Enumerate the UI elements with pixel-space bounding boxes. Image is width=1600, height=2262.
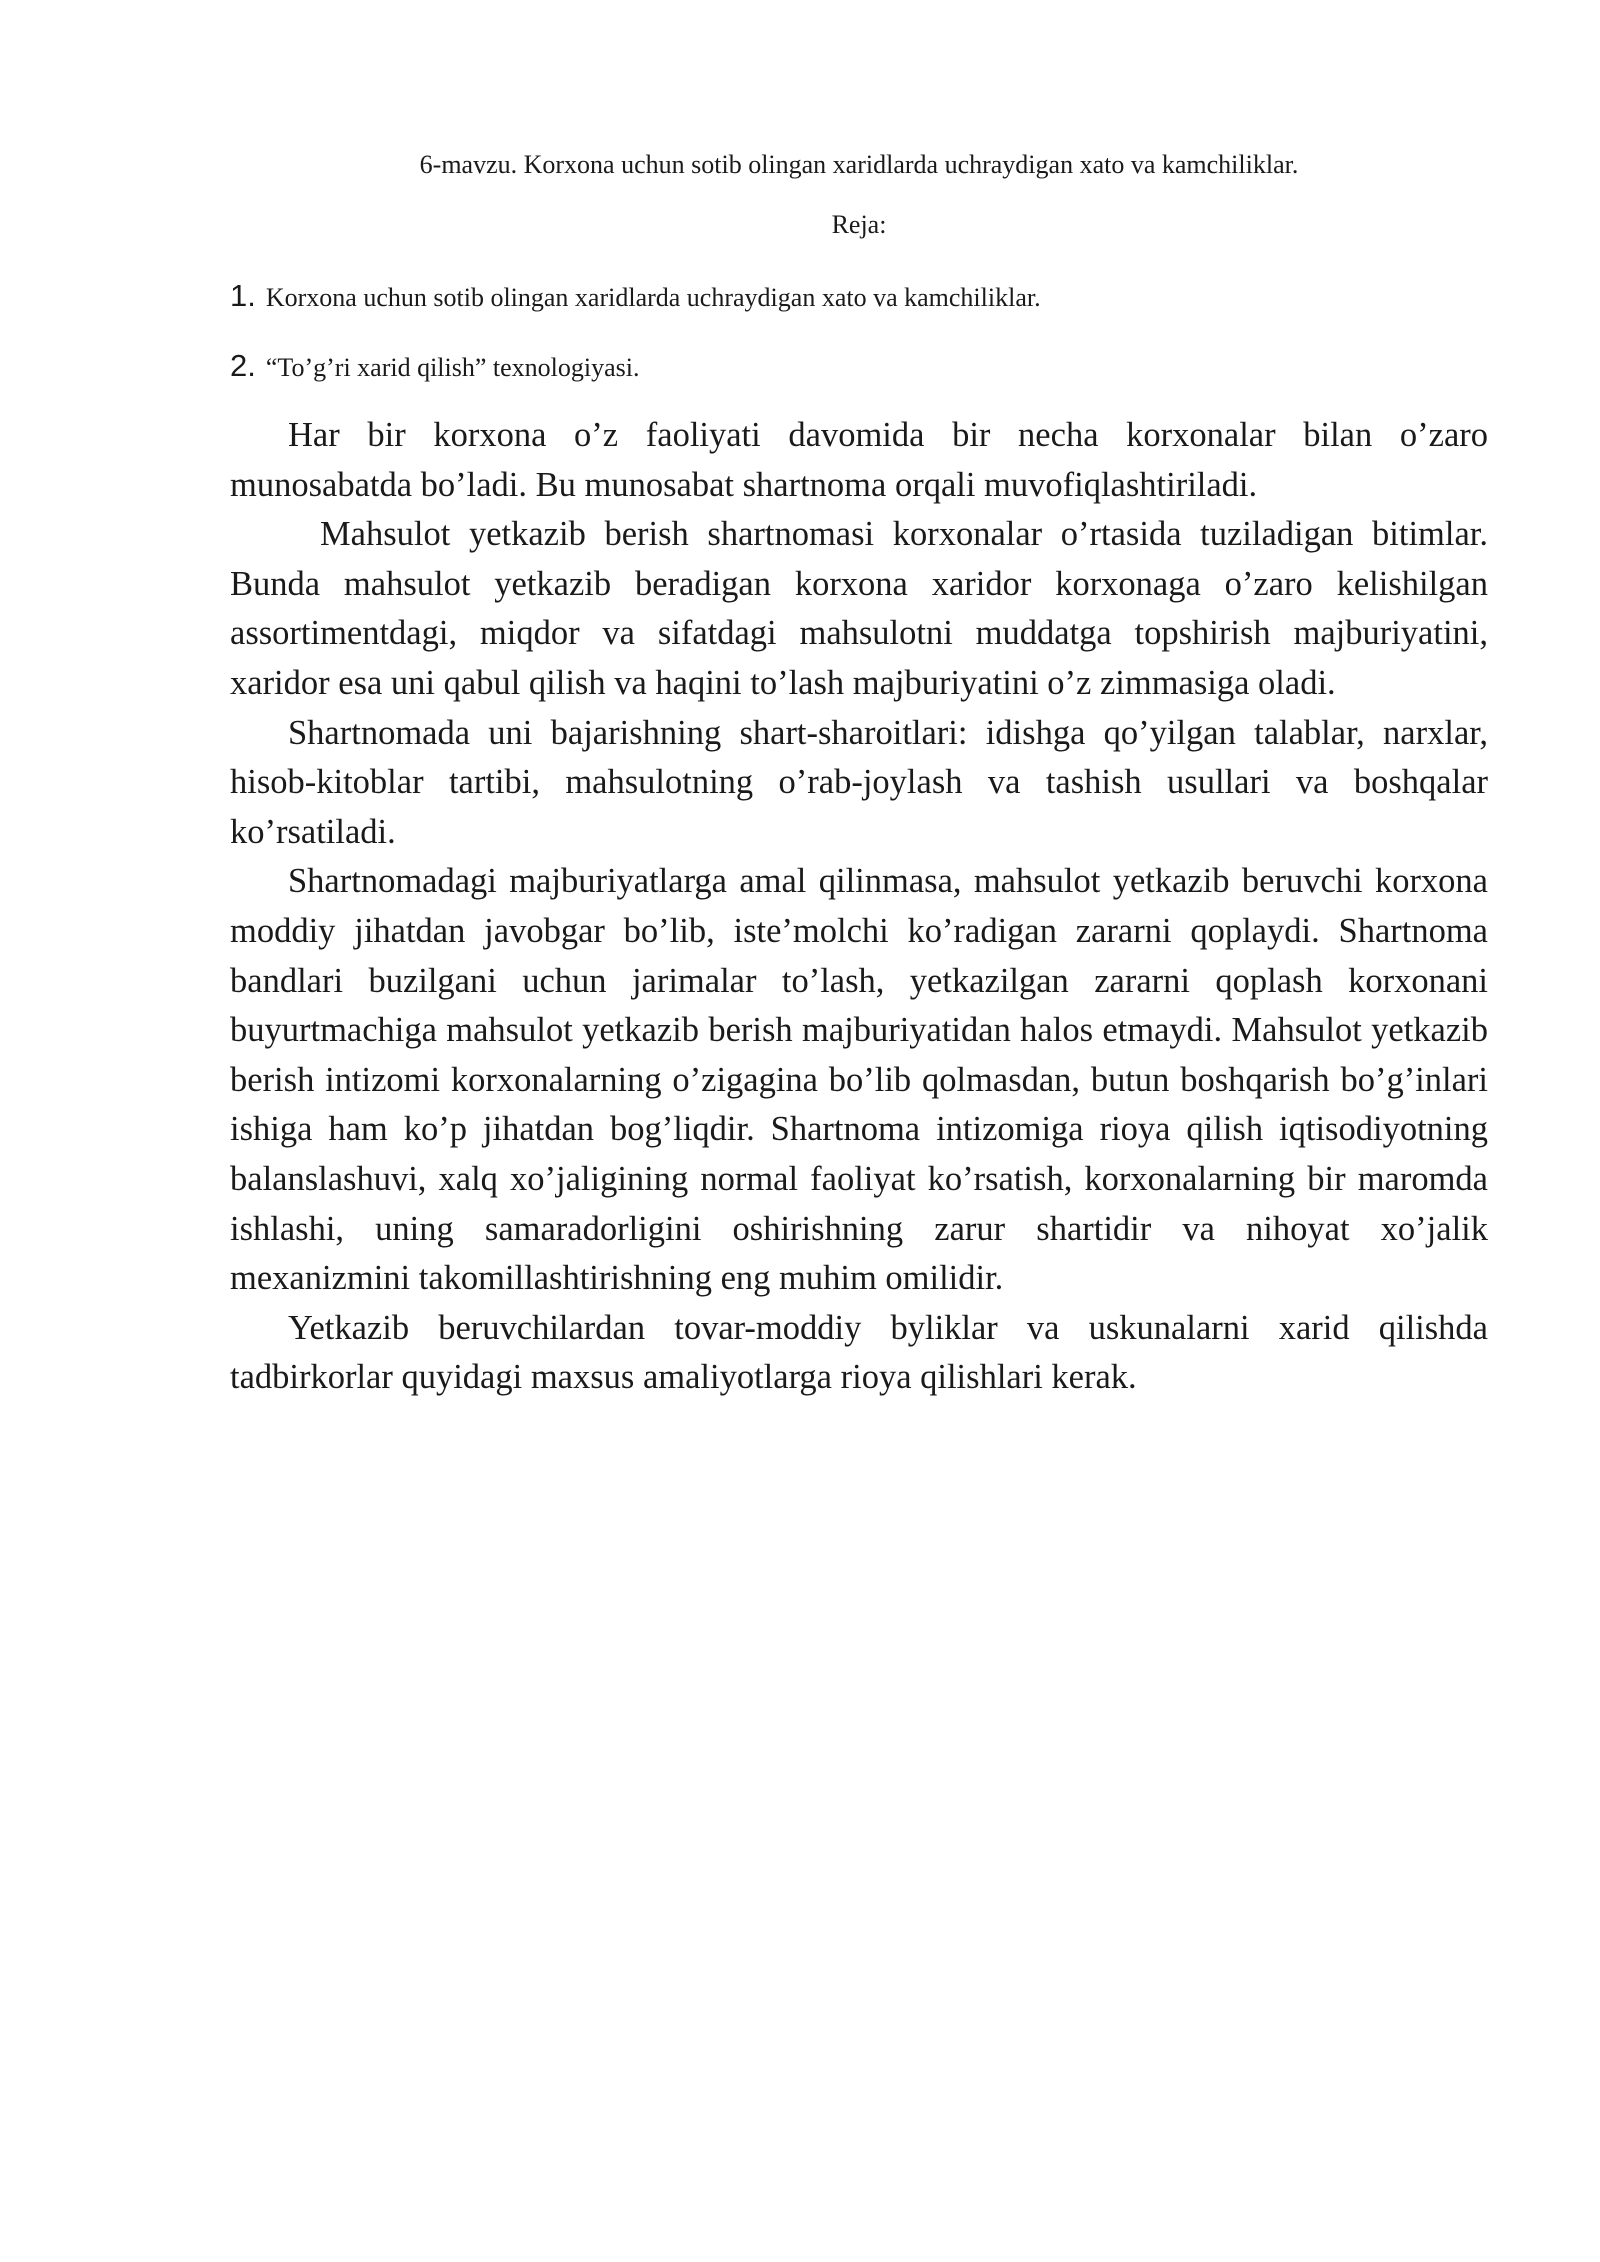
plan-item-text: Korxona uchun sotib olingan xaridlarda uchraydigan xato va kamchiliklar.	[265, 283, 1041, 312]
paragraph: Har bir korxona o’z faoliyati davomida bir necha korxonalar bilan o’zaro munosabatda bo’ladi. Bu munosabat shartnoma orqali muvofiqlashtiriladi.	[230, 416, 1488, 504]
paragraph: Shartnomada uni bajarishning shart-sharoitlari: idishga qo’yilgan talablar, narxlar, hisob-kitoblar tartibi, mahsulotning o’rab-joylash va tashish usullari va boshqalar ko’rsatiladi.	[230, 713, 1488, 851]
paragraph: Yetkazib beruvchilardan tovar-moddiy byliklar va uskunalarni xarid qilishda tadbirkorlar quyidagi maxsus amaliyotlarga rioya qilishlari kerak.	[230, 1308, 1488, 1397]
paragraph: Shartnomadagi majburiyatlarga amal qilinmasa, mahsulot yetkazib beruvchi korxona moddiy jihatdan javobgar bo’lib, iste’molchi ko’radigan zararni qoplaydi. Shartnoma bandlari buzilgani uchun jarimalar to’lash, yetkazilgan zararni qoplash korxonani buyurtmachiga mahsulot yetkazib berish majburiyatidan halos etmaydi. Mahsulot yetkazib berish intizomi korxonalarning o’zigagina bo’lib qolmasdan, butun boshqarish bo’g’inlari ishiga ham ko’p jihatdan bog’liqdir. Shartnoma intizomiga rioya qilish iqtisodiyotning balanslashuvi, xalq xo’jaligining normal faoliyat ko’rsatish, korxonalarning bir maromda ishlashi, uning samaradorligini oshirishning zarur shartidir va nihoyat xo’jalik mexanizmini takomillashtirishning eng muhim omilidir.	[230, 862, 1488, 1298]
plan-item	[230, 348, 1490, 386]
body-text	[230, 411, 1488, 1403]
plan-item-text: “To’g’ri xarid qilish” texnologiyasi.	[265, 353, 640, 382]
plan-item-number: 1.	[230, 278, 256, 313]
plan-item	[230, 278, 1490, 316]
document-title: 6-mavzu. Korxona uchun sotib olingan xaridlarda uchraydigan xato va kamchiliklar.	[419, 150, 1299, 179]
plan-item-number: 2.	[230, 348, 256, 383]
paragraph: Mahsulot yetkazib berish shartnomasi korxonalar o’rtasida tuziladigan bitimlar. Bunda mahsulot yetkazib beradigan korxona xaridor korxonaga o’zaro kelishilgan assortimentdagi, miqdor va sifatdagi mahsulotni muddatga topshirish majburiyatini, xaridor esa uni qabul qilish va haqini to’lash majburiyatini o’z zimmasiga oladi.	[230, 515, 1488, 702]
plan-heading: Reja:	[831, 210, 887, 239]
